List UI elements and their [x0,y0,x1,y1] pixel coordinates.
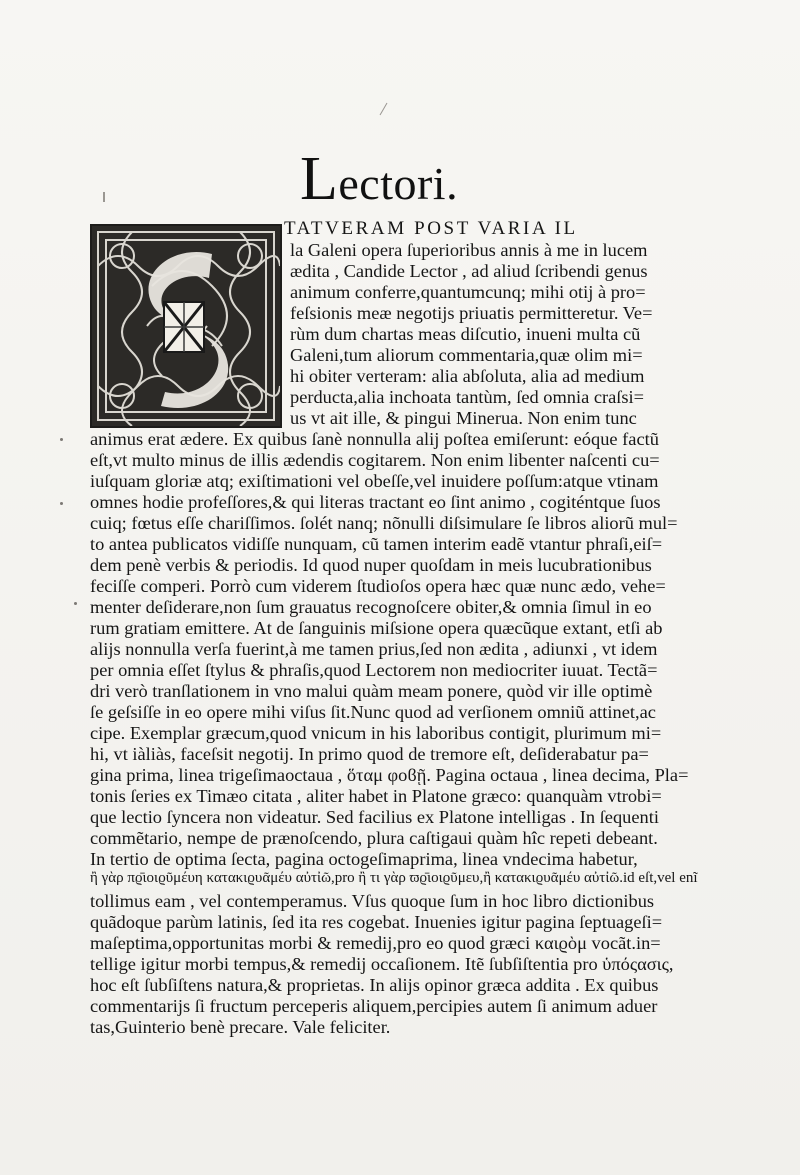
text-line: gina prima, linea trigeſimaoctaua , ὅταμ φοϐῇ. Pagina octaua , linea decima, Pla= [90,765,689,785]
ink-speck [60,502,63,505]
text-line: perducta,alia inchoata tantùm, ſed omnia craſsi= [290,387,645,407]
text-line: commentarijs ſi fructum perceperis aliquem,percipies autem ſi animum aduer [90,996,658,1016]
title-rest: ectori. [338,158,459,209]
text-line: alijs nonnulla verſa fuerint,à me tamen prius,ſed non ædita , adiunxi , vt idem [90,639,658,659]
text-line: hi obiter verteram: alia abſoluta, alia ad medium [290,366,645,386]
text-line: menter deſiderare,non ſum grauatus recognoſcere obiter,& omnia ſimul in eo [90,597,652,617]
text-line: ædita , Candide Lector , ad aliud ſcribendi genus [290,261,648,281]
text-line: tonis ſeries ex Timæo citata , aliter habet in Platone græco: quanquàm vtrobi= [90,786,662,806]
interlace-ornament-icon [92,226,280,426]
greek-text-line: ἢ γὰρ πϱ̄ιοιϱῦμέυη κατακιϱυᾶμέυ αὐτἰῶ,pro ἢ τι γὰρ ϖϱ̄ιοιϱῦμευ,ἢ κατακιϱυᾶμέυ αὐτἰῶ.id eſt,vel enĩ [90,870,698,886]
ink-mark [380,103,388,116]
text-line: us vt ait ille, & pingui Mineruа. Non enim tunc [290,408,637,428]
text-line: cipe. Exemplar græcum,quod vnicum in his laboribus contigit, plurimum mi= [90,723,662,743]
text-line: cuiq; fœtus eſſe chariſſimos. ſolét nanq; nõnulli diſsimulare ſe libros aliorũ mul= [90,513,678,533]
text-line: tas,Guinterio benè precare. Vale feliciter. [90,1017,391,1037]
text-line: hoc eſt ſubſiſtens natura,& proprietas. In alijs opinor græca addita . Ex quibus [90,975,659,995]
decorated-initial-s [90,224,282,428]
text-line: que lectio ſyncera non videatur. Sed facilius ex Platone intelligas . In ſequenti [90,807,659,827]
text-line: la Galeni opera ſuperioribus annis à me in lucem [290,240,648,260]
text-line: feſsionis meæ negotijs priuatis permitteretur. Ve= [290,303,653,323]
text-line: tellige igitur morbi tempus,& remedij occaſionem. Itẽ ſubſiſtentia pro ὑπόςασις, [90,954,674,974]
ink-speck [60,438,63,441]
text-line: ſe geſsiſſe in eo opere mihi viſus ſit.Nunc quod ad verſionem omniũ attinet,ac [90,702,656,722]
text-line: iuſquam gloriæ atq; exiſtimationi vel obeſſe,vel inuidere poſſum:atque vtinam [90,471,659,491]
text-line: dem penè verbis & periodis. Id quod nuper quoſdam in meis lucubrationibus [90,555,652,575]
text-line: tollimus eam , vel contemperamus. Vſus quoque ſum in hoc libro dictionibus [90,891,655,911]
page-title [300,145,459,213]
text-line: animus erat ædere. Ex quibus ſanè nonnulla alij poſtea emiſerunt: eóque factũ [90,429,659,449]
text-line: quãdoque parùm latinis, ſed ita res cogebat. Inuenies igitur pagina ſeptuageſi= [90,912,663,932]
ink-speck [74,602,77,605]
text-line: omnes hodie profeſſores,& qui literas tractant eo ſint animo , cogiténtque ſuos [90,492,661,512]
text-line: eſt,vt multo minus de illis ædendis cogitarem. Non enim libenter naſcenti cu= [90,450,660,470]
text-line: to antea publicatos vidiſſe nunquam, cũ tamen interim eadẽ vtantur phraſi,eiſ= [90,534,663,554]
text-line: Galeni,tum aliorum commentaria,quæ olim mi= [290,345,643,365]
text-line: dri verò tranſlationem in vno malui quàm meam ponere, quòd vir ille optimè [90,681,653,701]
text-line: feciſſe comperi. Porrò cum viderem ſtudioſos opera hæc quæ nunc ædo, vehe= [90,576,666,596]
text-line: animum conferre,quantumcunq; mihi otij à pro= [290,282,646,302]
title-initial: L [300,145,339,213]
text-line: TATVERAM POST VARIA IL [284,218,578,239]
text-line: hi, vt iàliàs, faceſsit negotij. In primo quod de tremore eſt, deſiderabatur pa= [90,744,649,764]
text-line: maſeptima,opportunitas morbi & remedij,pro eo quod græci καιϱὸμ vocãt.in= [90,933,661,953]
text-line: commẽtario, nempe de prænoſcendo, plura caſtigaui quàm hîc repeti debeant. [90,828,658,848]
text-line: rùm dum chartas meas diſcutio, inueni multa cũ [290,324,641,344]
text-line: rum gratiam emittere. At de ſanguinis miſsione opera quæcũque extant, etſi ab [90,618,663,638]
text-line: In tertio de optima ſecta, pagina octogeſimaprima, linea vndecima habetur, [90,849,638,869]
text-line: per omnia eſſet ſtylus & phraſis,quod Lectorem non mediocriter iuuat. Tectã= [90,660,658,680]
ink-mark [103,192,105,202]
